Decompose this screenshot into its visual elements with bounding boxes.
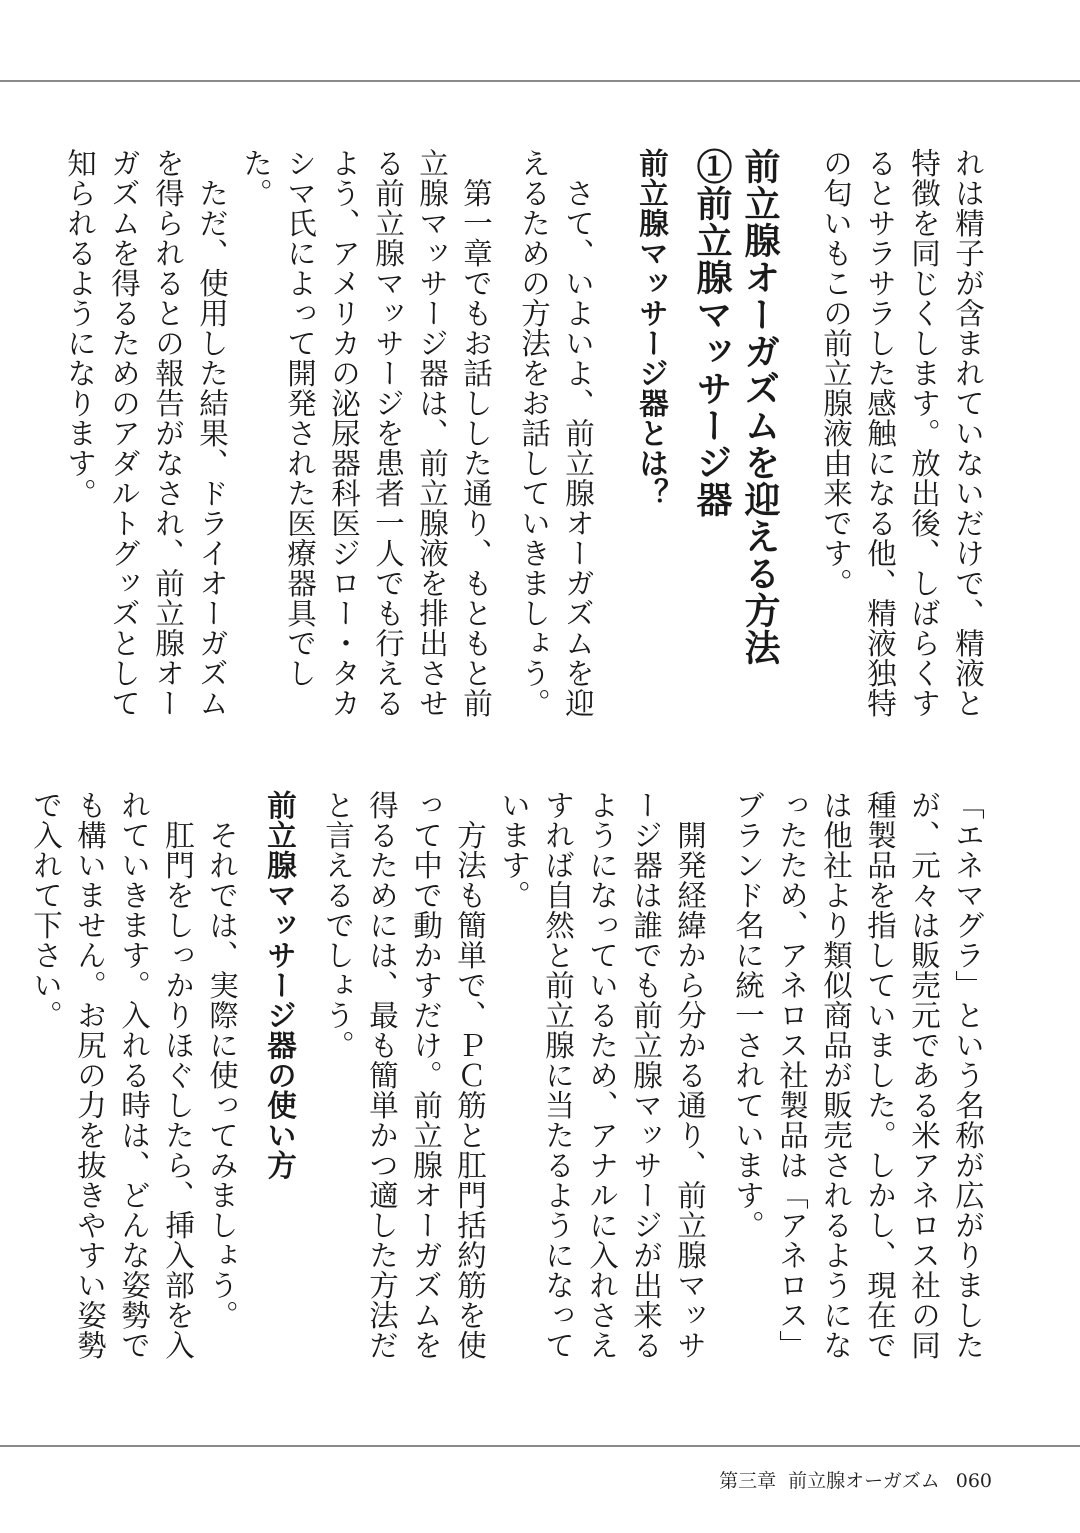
footer-title: 前立腺オーガズム [788,1470,940,1492]
footer-chapter: 第三章 [719,1470,777,1492]
spacer [712,790,726,1380]
upper-paragraph-1: れは精子が含まれていないだけで、精液と特徴を同じくします。放出後、しばらくするとサラサラした感触になる他、精液独特の匂いもこの前立腺液由来です。 [819,148,985,718]
spacer [784,148,814,728]
spacer [600,148,630,728]
page-number: 060 [955,1470,992,1492]
subheading-how-to-use: 前立腺マッサージ器の使い方 [263,790,298,1180]
lower-paragraph-2: 開発経緯から分かる通り、前立腺マッサージ器は誰でも前立腺マッサージが出来るようになっているため、アナルに入れさえすれば自然と前立腺に当たるようになっています。 [497,790,707,1360]
section-heading: 前立腺オーガズムを迎える方法 [739,148,781,666]
lower-text-block [24,790,990,1380]
spacer [674,148,688,728]
lower-paragraph-3: 方法も簡単で、ＰＣ筋と肛門括約筋を使って中で動かすだけ。前立腺オーガズムを得るためには、最も簡単かつ適した方法だと言えるでしょう。 [321,790,487,1360]
lower-paragraph-5: 肛門をしっかりほぐしたら、挿入部を入れていきます。入れる時は、どんな姿勢でも構いません。お尻の力を抜きやすい姿勢で入れて下さい。 [29,790,195,1360]
spacer [302,790,316,1380]
spacer [244,790,258,1380]
section-subheading-numbered: ①前立腺マッサージ器 [691,148,733,518]
upper-paragraph-4: ただ、使用した結果、ドライオーガズムを得られるとの報告がなされ、前立腺オーガズムを得るためのアダルトグッズとして知られるようになります。 [63,148,229,718]
page-footer [719,1466,992,1493]
upper-paragraph-2: さて、いよいよ、前立腺オーガズムを迎えるための方法をお話していきましょう。 [517,148,595,718]
subheading-what-is-massager: 前立腺マッサージ器とは？ [635,148,670,508]
lower-paragraph-1: 「エネマグラ」という名称が広がりましたが、元々は販売元である米アネロス社の同種製品を指していました。しかし、現在では他社より類似商品が販売されるようになったため、アネロス社製品は「アネロス」ブランド名に統一されています。 [731,790,985,1360]
top-rule [0,80,1080,82]
upper-text-block [58,148,990,728]
lower-paragraph-4: それでは、実際に使ってみましょう。 [205,819,239,1330]
spacer [498,148,512,728]
upper-paragraph-3: 第一章でもお話しした通り、もともと前立腺マッサージ器は、前立腺液を排出させる前立腺マッサージを患者一人でも行えるよう、アメリカの泌尿器科医ジロー・タカシマ氏によって開発された医療器具でした。 [239,148,493,718]
bottom-rule [0,1445,1080,1447]
